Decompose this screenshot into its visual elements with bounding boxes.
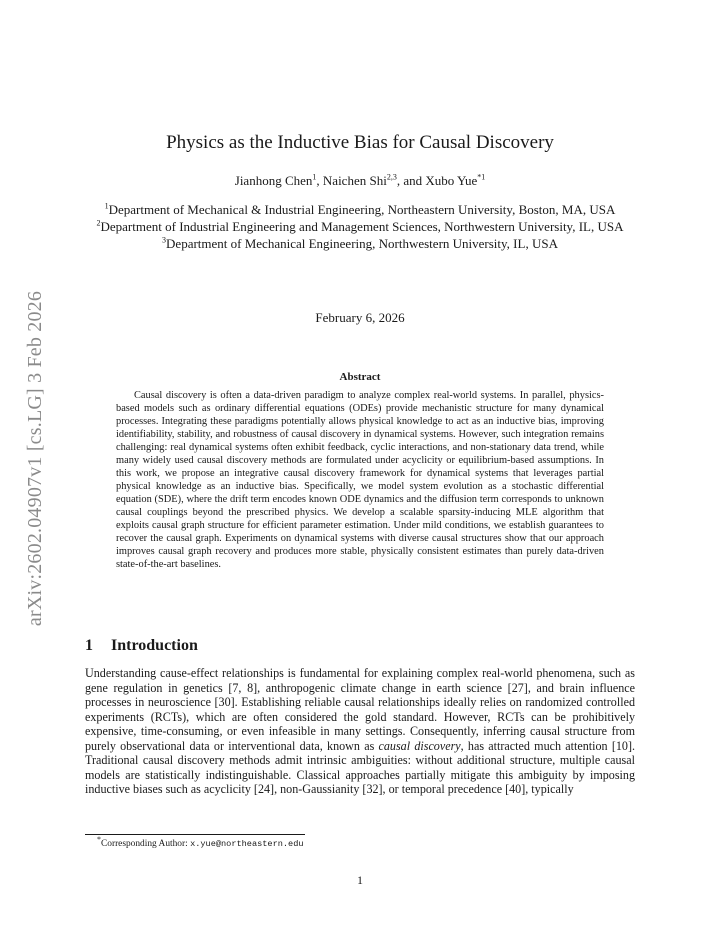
section-title: Introduction (111, 637, 198, 654)
section-heading (85, 636, 198, 656)
author-affiliation-mark: *1 (477, 172, 486, 182)
affiliation-item (88, 219, 632, 235)
affiliation-list (88, 202, 632, 253)
affiliation-mark: 1 (104, 201, 109, 211)
abstract-heading: Abstract (339, 371, 381, 383)
paper-title: Physics as the Inductive Bias for Causal Discovery (166, 132, 554, 153)
affiliation-mark: 3 (162, 235, 167, 245)
affiliation-item (88, 236, 632, 252)
affiliation-text: Department of Mechanical Engineering, Northwestern University, IL, USA (166, 236, 558, 251)
author-separator: , and (396, 173, 426, 188)
intro-text-part: Understanding cause-effect relationships is fundamental for explaining complex real-world phenomena, such as gene regulation in genetics [7, 8], anthropogenic climate change in earth science [27], and brain influence processes in neuroscience [30]. Establishing reliable causal relationships ideally relies on randomized controlled experiments (RCTs), which are often considered the gold standard. However, RCTs can be prohibitively expensive, time-consuming, or even infeasible in many settings. Consequently, inferring causal structure from purely observational data or interventional data, known as (85, 666, 635, 753)
affiliation-text: Department of Mechanical & Industrial Engineering, Northeastern University, Boston, MA, USA (108, 202, 616, 217)
footnote (97, 834, 304, 850)
author-affiliation-mark: 2,3 (386, 172, 397, 182)
publication-date: February 6, 2026 (315, 310, 405, 325)
arxiv-sidebar (18, 268, 54, 648)
abstract-text: Causal discovery is often a data-driven paradigm to analyze complex real-world systems. In parallel, physics-based models such as ordinary differential equations (ODEs) provide mechanistic structure for many dynamical processes. Integrating these paradigms potentially allows physical knowledge to act as an inductive bias, improving identifiability, stability, and robustness of causal discovery in dynamical systems. However, such integration remains challenging: real dynamical systems often exhibit feedback, cyclic interactions, and non-stationary data trend, while many widely used causal discovery methods are formulated under acyclicity or equilibrium-based assumptions. In this work, we propose an integrative causal discovery framework for dynamical systems that leverages partial physical knowledge as an inductive bias. Specifically, we model system evolution as a stochastic differential equation (SDE), where the drift term encodes known ODE dynamics and the diffusion term corresponds to unknown causal couplings beyond the prescribed physics. We develop a scalable sparsity-inducing MLE algorithm that exploits causal graph structure for efficient parameter estimation. Under mild conditions, we establish guarantees to recover the causal graph. Experiments on dynamical systems with diverse causal structures show that our approach improves causal graph recovery and produces more stable, physically consistent estimates than purely data-driven state-of-the-art baselines. (116, 390, 604, 570)
affiliation-mark: 2 (96, 218, 101, 228)
author-name: Jianhong Chen (234, 173, 313, 188)
author-affiliation-mark: 1 (312, 172, 317, 182)
footnote-divider (85, 834, 305, 835)
intro-text-part: , has attracted much attention [10]. Traditional causal discovery methods admit intrinsic ambiguities: without additional structure, multiple causal models are statistically indistinguishable. Classical approaches partially mitigate this ambiguity by imposing inductive biases such as acyclicity [24], non-Gaussianity [32], or temporal precedence [40], typically (85, 738, 635, 797)
author-name: Naichen Shi (322, 173, 387, 188)
affiliation-item (88, 202, 632, 218)
author-name: Xubo Yue (425, 173, 478, 188)
footnote-email: x.yue@northeastern.edu (190, 839, 304, 849)
footnote-label: Corresponding Author: (101, 839, 191, 849)
affiliation-text: Department of Industrial Engineering and Management Sciences, Northwestern University, IL, USA (100, 219, 624, 234)
section-number: 1 (85, 637, 93, 654)
intro-emphasis: causal discovery (378, 738, 461, 753)
page-number: 1 (357, 873, 363, 887)
footnote-mark: * (97, 834, 101, 844)
arxiv-identifier: arXiv:2602.04907v1 [cs.LG] 3 Feb 2026 (24, 290, 47, 626)
author-separator: , (316, 173, 323, 188)
author-list (80, 173, 640, 189)
intro-paragraph (85, 666, 635, 797)
